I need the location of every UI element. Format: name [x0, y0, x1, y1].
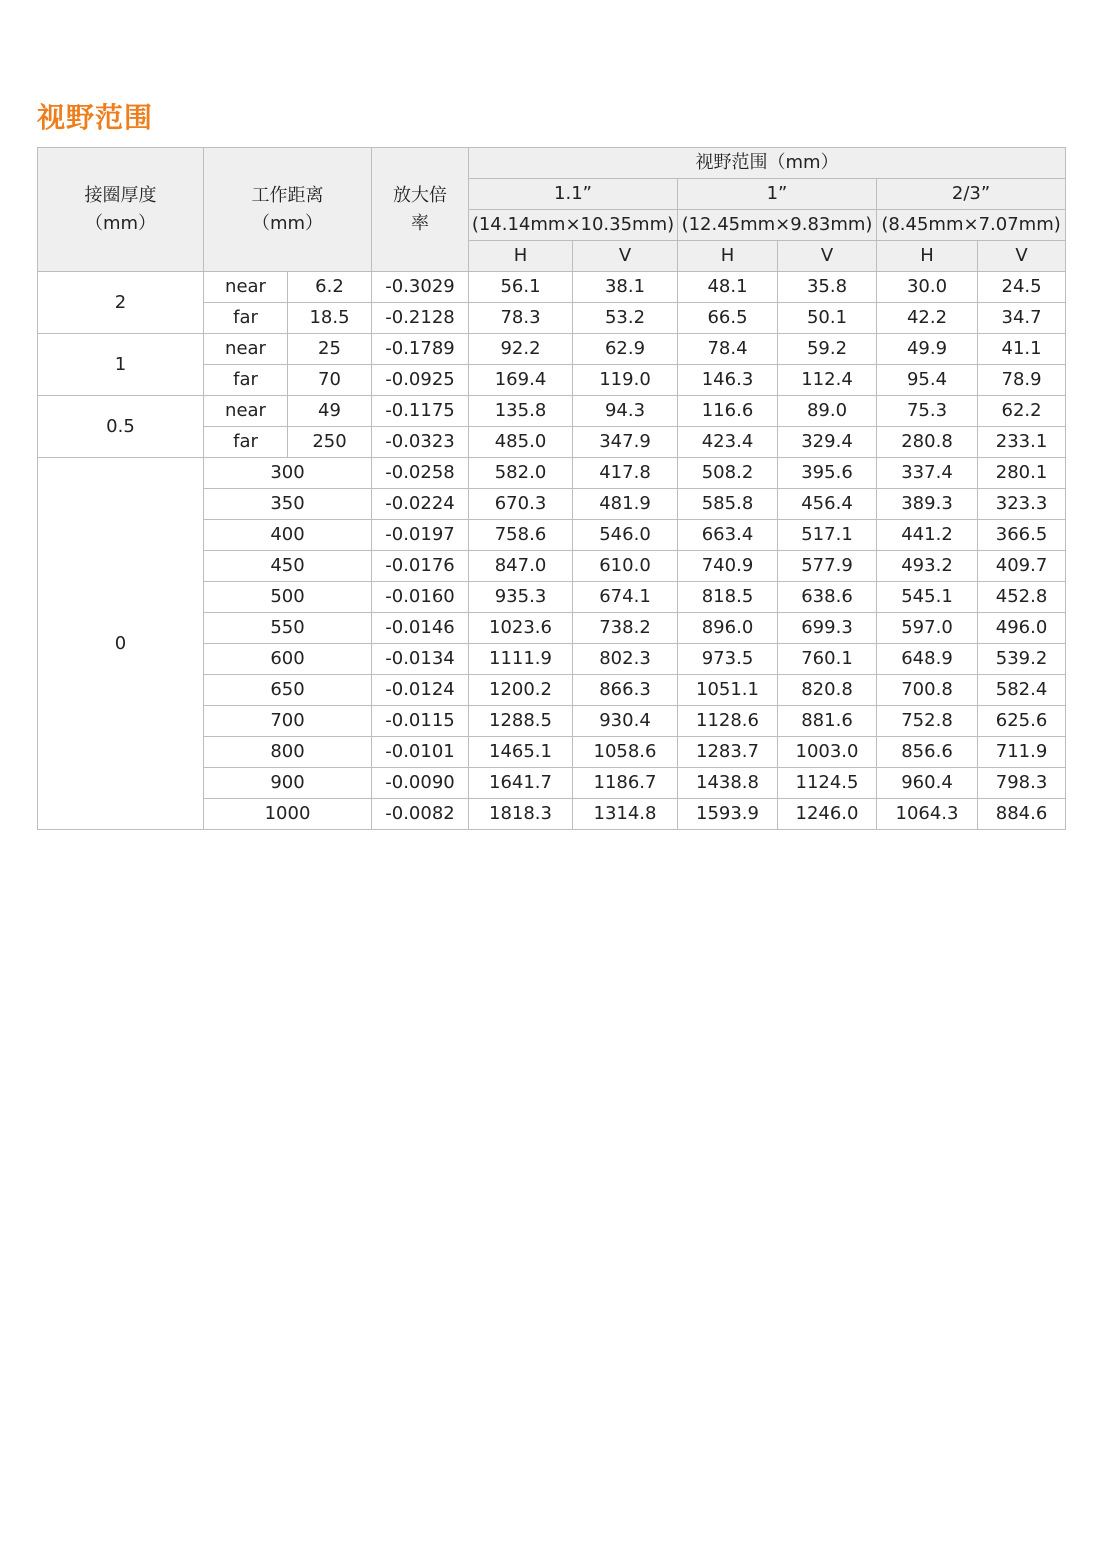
fov-value-cell: 417.8 — [573, 458, 678, 489]
working-distance-cell: 900 — [204, 768, 372, 799]
fov-value-cell: 493.2 — [877, 551, 978, 582]
working-distance-cell: 800 — [204, 737, 372, 768]
sensor-size-2-3: (8.45mm×7.07mm) — [877, 210, 1066, 241]
fov-value-cell: 517.1 — [778, 520, 877, 551]
fov-value-cell: 485.0 — [469, 427, 573, 458]
fov-value-cell: 280.1 — [978, 458, 1066, 489]
fov-value-cell: 884.6 — [978, 799, 1066, 830]
fov-value-cell: 508.2 — [678, 458, 778, 489]
magnification-cell: -0.0176 — [372, 551, 469, 582]
working-distance-cell: 250 — [288, 427, 372, 458]
fov-value-cell: 1314.8 — [573, 799, 678, 830]
fov-value-cell: 866.3 — [573, 675, 678, 706]
h-header: H — [469, 241, 573, 272]
fov-value-cell: 280.8 — [877, 427, 978, 458]
working-distance-cell: 650 — [204, 675, 372, 706]
fov-value-cell: 1288.5 — [469, 706, 573, 737]
working-distance-cell: 70 — [288, 365, 372, 396]
sensor-name-1: 1” — [678, 179, 877, 210]
fov-value-cell: 711.9 — [978, 737, 1066, 768]
working-distance-cell: 25 — [288, 334, 372, 365]
working-distance-cell: 600 — [204, 644, 372, 675]
fov-value-cell: 423.4 — [678, 427, 778, 458]
fov-value-cell: 496.0 — [978, 613, 1066, 644]
fov-value-cell: 337.4 — [877, 458, 978, 489]
fov-value-cell: 42.2 — [877, 303, 978, 334]
magnification-cell: -0.0101 — [372, 737, 469, 768]
fov-value-cell: 960.4 — [877, 768, 978, 799]
fov-value-cell: 597.0 — [877, 613, 978, 644]
distance-position-cell: near — [204, 334, 288, 365]
table-row — [38, 396, 1066, 427]
fov-value-cell: 1641.7 — [469, 768, 573, 799]
working-distance-cell: 550 — [204, 613, 372, 644]
fov-value-cell: 847.0 — [469, 551, 573, 582]
ring-thickness-cell: 0.5 — [38, 396, 204, 458]
working-distance-cell: 350 — [204, 489, 372, 520]
fov-value-cell: 539.2 — [978, 644, 1066, 675]
magnification-cell: -0.0925 — [372, 365, 469, 396]
working-distance-cell: 450 — [204, 551, 372, 582]
fov-value-cell: 582.4 — [978, 675, 1066, 706]
fov-value-cell: 802.3 — [573, 644, 678, 675]
fov-value-cell: 663.4 — [678, 520, 778, 551]
fov-value-cell: 1023.6 — [469, 613, 573, 644]
table-header — [38, 148, 1066, 272]
fov-value-cell: 625.6 — [978, 706, 1066, 737]
fov-value-cell: 1465.1 — [469, 737, 573, 768]
magnification-cell: -0.0160 — [372, 582, 469, 613]
working-distance-cell: 700 — [204, 706, 372, 737]
fov-value-cell: 59.2 — [778, 334, 877, 365]
fov-value-cell: 1200.2 — [469, 675, 573, 706]
ring-thickness-header: 接圈厚度 （mm） — [38, 148, 204, 272]
table-row — [38, 458, 1066, 489]
fov-value-cell: 441.2 — [877, 520, 978, 551]
ring-thickness-cell: 1 — [38, 334, 204, 396]
magnification-cell: -0.0090 — [372, 768, 469, 799]
working-distance-cell: 49 — [288, 396, 372, 427]
fov-value-cell: 935.3 — [469, 582, 573, 613]
working-distance-cell: 6.2 — [288, 272, 372, 303]
fov-value-cell: 1058.6 — [573, 737, 678, 768]
h-header: H — [877, 241, 978, 272]
fov-value-cell: 896.0 — [678, 613, 778, 644]
working-distance-header: 工作距离 （mm） — [204, 148, 372, 272]
sensor-size-1: (12.45mm×9.83mm) — [678, 210, 877, 241]
fov-value-cell: 78.3 — [469, 303, 573, 334]
table-body — [38, 272, 1066, 830]
fov-value-cell: 1124.5 — [778, 768, 877, 799]
fov-value-cell: 395.6 — [778, 458, 877, 489]
fov-value-cell: 94.3 — [573, 396, 678, 427]
fov-value-cell: 670.3 — [469, 489, 573, 520]
fov-value-cell: 674.1 — [573, 582, 678, 613]
fov-value-cell: 24.5 — [978, 272, 1066, 303]
magnification-cell: -0.0134 — [372, 644, 469, 675]
fov-value-cell: 62.9 — [573, 334, 678, 365]
fov-value-cell: 1064.3 — [877, 799, 978, 830]
fov-value-cell: 585.8 — [678, 489, 778, 520]
fov-value-cell: 1186.7 — [573, 768, 678, 799]
fov-value-cell: 818.5 — [678, 582, 778, 613]
fov-value-cell: 409.7 — [978, 551, 1066, 582]
magnification-cell: -0.2128 — [372, 303, 469, 334]
fov-value-cell: 169.4 — [469, 365, 573, 396]
fov-header: 视野范围（mm） — [469, 148, 1066, 179]
fov-value-cell: 610.0 — [573, 551, 678, 582]
fov-value-cell: 75.3 — [877, 396, 978, 427]
fov-value-cell: 347.9 — [573, 427, 678, 458]
sensor-name-1-1: 1.1” — [469, 179, 678, 210]
fov-value-cell: 116.6 — [678, 396, 778, 427]
magnification-cell: -0.0082 — [372, 799, 469, 830]
distance-position-cell: near — [204, 396, 288, 427]
fov-value-cell: 50.1 — [778, 303, 877, 334]
magnification-cell: -0.0258 — [372, 458, 469, 489]
fov-value-cell: 577.9 — [778, 551, 877, 582]
fov-value-cell: 699.3 — [778, 613, 877, 644]
fov-value-cell: 752.8 — [877, 706, 978, 737]
fov-value-cell: 545.1 — [877, 582, 978, 613]
fov-value-cell: 41.1 — [978, 334, 1066, 365]
fov-value-cell: 1003.0 — [778, 737, 877, 768]
fov-value-cell: 78.9 — [978, 365, 1066, 396]
distance-position-cell: near — [204, 272, 288, 303]
fov-value-cell: 881.6 — [778, 706, 877, 737]
magnification-cell: -0.0146 — [372, 613, 469, 644]
table-row — [38, 272, 1066, 303]
table-row — [38, 334, 1066, 365]
distance-position-cell: far — [204, 303, 288, 334]
v-header: V — [778, 241, 877, 272]
sensor-name-2-3: 2/3” — [877, 179, 1066, 210]
fov-value-cell: 62.2 — [978, 396, 1066, 427]
working-distance-cell: 500 — [204, 582, 372, 613]
magnification-cell: -0.0124 — [372, 675, 469, 706]
magnification-cell: -0.0224 — [372, 489, 469, 520]
fov-value-cell: 582.0 — [469, 458, 573, 489]
v-header: V — [573, 241, 678, 272]
fov-value-cell: 648.9 — [877, 644, 978, 675]
fov-value-cell: 146.3 — [678, 365, 778, 396]
fov-value-cell: 53.2 — [573, 303, 678, 334]
fov-value-cell: 38.1 — [573, 272, 678, 303]
working-distance-cell: 18.5 — [288, 303, 372, 334]
distance-position-cell: far — [204, 365, 288, 396]
fov-value-cell: 1283.7 — [678, 737, 778, 768]
sensor-size-1-1: (14.14mm×10.35mm) — [469, 210, 678, 241]
working-distance-cell: 400 — [204, 520, 372, 551]
fov-value-cell: 30.0 — [877, 272, 978, 303]
fov-value-cell: 35.8 — [778, 272, 877, 303]
fov-value-cell: 135.8 — [469, 396, 573, 427]
fov-value-cell: 78.4 — [678, 334, 778, 365]
fov-value-cell: 1111.9 — [469, 644, 573, 675]
fov-value-cell: 1246.0 — [778, 799, 877, 830]
magnification-cell: -0.3029 — [372, 272, 469, 303]
fov-value-cell: 92.2 — [469, 334, 573, 365]
fov-value-cell: 546.0 — [573, 520, 678, 551]
fov-value-cell: 1051.1 — [678, 675, 778, 706]
fov-value-cell: 56.1 — [469, 272, 573, 303]
h-header: H — [678, 241, 778, 272]
fov-value-cell: 760.1 — [778, 644, 877, 675]
magnification-cell: -0.0115 — [372, 706, 469, 737]
fov-value-cell: 738.2 — [573, 613, 678, 644]
fov-value-cell: 34.7 — [978, 303, 1066, 334]
fov-value-cell: 452.8 — [978, 582, 1066, 613]
distance-position-cell: far — [204, 427, 288, 458]
ring-thickness-cell: 0 — [38, 458, 204, 830]
magnification-cell: -0.0197 — [372, 520, 469, 551]
fov-value-cell: 930.4 — [573, 706, 678, 737]
fov-value-cell: 700.8 — [877, 675, 978, 706]
fov-value-cell: 323.3 — [978, 489, 1066, 520]
working-distance-cell: 300 — [204, 458, 372, 489]
fov-value-cell: 456.4 — [778, 489, 877, 520]
fov-value-cell: 758.6 — [469, 520, 573, 551]
fov-value-cell: 66.5 — [678, 303, 778, 334]
fov-value-cell: 638.6 — [778, 582, 877, 613]
fov-value-cell: 740.9 — [678, 551, 778, 582]
field-of-view-table — [37, 147, 1066, 830]
fov-value-cell: 820.8 — [778, 675, 877, 706]
fov-value-cell: 89.0 — [778, 396, 877, 427]
fov-value-cell: 329.4 — [778, 427, 877, 458]
fov-value-cell: 856.6 — [877, 737, 978, 768]
ring-thickness-cell: 2 — [38, 272, 204, 334]
magnification-header: 放大倍 率 — [372, 148, 469, 272]
fov-value-cell: 1438.8 — [678, 768, 778, 799]
magnification-cell: -0.1789 — [372, 334, 469, 365]
working-distance-cell: 1000 — [204, 799, 372, 830]
fov-value-cell: 973.5 — [678, 644, 778, 675]
magnification-cell: -0.0323 — [372, 427, 469, 458]
fov-value-cell: 481.9 — [573, 489, 678, 520]
fov-value-cell: 95.4 — [877, 365, 978, 396]
magnification-cell: -0.1175 — [372, 396, 469, 427]
fov-value-cell: 119.0 — [573, 365, 678, 396]
fov-value-cell: 1128.6 — [678, 706, 778, 737]
fov-value-cell: 112.4 — [778, 365, 877, 396]
page-title: 视野范围 — [37, 101, 154, 134]
fov-value-cell: 798.3 — [978, 768, 1066, 799]
fov-value-cell: 366.5 — [978, 520, 1066, 551]
fov-value-cell: 49.9 — [877, 334, 978, 365]
fov-value-cell: 389.3 — [877, 489, 978, 520]
fov-value-cell: 1818.3 — [469, 799, 573, 830]
fov-value-cell: 48.1 — [678, 272, 778, 303]
fov-value-cell: 233.1 — [978, 427, 1066, 458]
fov-value-cell: 1593.9 — [678, 799, 778, 830]
v-header: V — [978, 241, 1066, 272]
